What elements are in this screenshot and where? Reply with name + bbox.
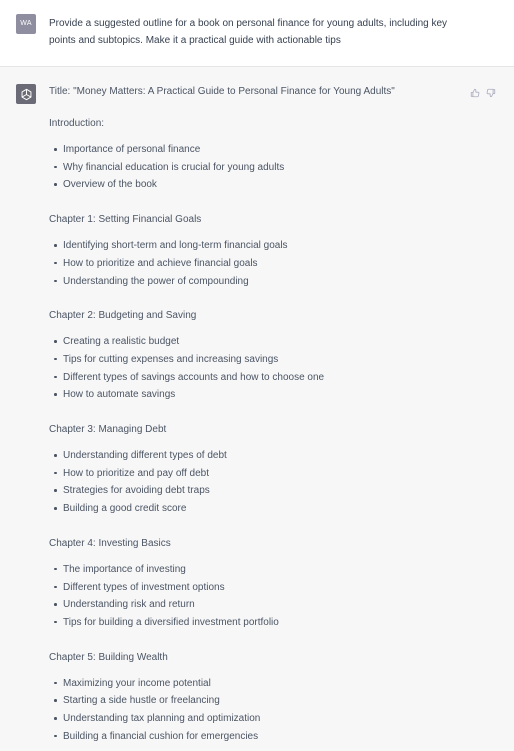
user-avatar: WA <box>16 14 36 34</box>
bullet-item: Strategies for avoiding debt traps <box>49 482 489 500</box>
bullet-item: Different types of investment options <box>49 579 489 597</box>
bullet-item: Tips for building a diversified investment portfolio <box>49 614 489 632</box>
bullet-item: Maximizing your income potential <box>49 675 489 693</box>
bullet-item: Building a financial cushion for emergencies <box>49 728 489 746</box>
bullet-item: Understanding tax planning and optimization <box>49 710 489 728</box>
bullet-item: Identifying short-term and long-term financial goals <box>49 237 489 255</box>
bullet-list <box>49 447 489 518</box>
outline-section <box>49 651 489 746</box>
bullet-item: Creating a realistic budget <box>49 333 489 351</box>
outline-section <box>49 213 489 290</box>
bullet-item: Tips for cutting expenses and increasing savings <box>49 351 489 369</box>
bullet-item: The importance of investing <box>49 561 489 579</box>
bullet-item: Why financial education is crucial for young adults <box>49 159 489 177</box>
bullet-list <box>49 141 489 194</box>
outline-sections <box>49 117 489 745</box>
bullet-item: Starting a side hustle or freelancing <box>49 692 489 710</box>
outline-section <box>49 309 489 404</box>
bullet-item: How to automate savings <box>49 386 489 404</box>
section-heading: Chapter 2: Budgeting and Saving <box>49 310 197 322</box>
outline-title: Title: "Money Matters: A Practical Guide to Personal Finance for Young Adults" <box>49 86 395 97</box>
bullet-item: Different types of savings accounts and how to choose one <box>49 369 489 387</box>
outline-section <box>49 117 489 194</box>
bullet-item: Understanding different types of debt <box>49 447 489 465</box>
section-heading: Chapter 3: Managing Debt <box>49 424 167 436</box>
bullet-item: Overview of the book <box>49 176 489 194</box>
assistant-message <box>0 67 514 751</box>
bullet-item: How to prioritize and pay off debt <box>49 465 489 483</box>
bullet-item: Building a good credit score <box>49 500 489 518</box>
bullet-item: How to prioritize and achieve financial goals <box>49 255 489 273</box>
bullet-item: Understanding the power of compounding <box>49 273 489 291</box>
bullet-list <box>49 333 489 404</box>
outline-section <box>49 423 489 518</box>
assistant-response <box>49 85 489 745</box>
bullet-item: Importance of personal finance <box>49 141 489 159</box>
user-message <box>0 0 514 67</box>
bullet-item: Understanding risk and return <box>49 596 489 614</box>
openai-logo-icon <box>16 84 36 104</box>
section-heading: Chapter 4: Investing Basics <box>49 537 171 549</box>
user-message-text: Provide a suggested outline for a book on personal finance for young adults, including key points and subtopics. Make it a practical guide with actionable tips <box>49 18 448 46</box>
section-heading: Chapter 1: Setting Financial Goals <box>49 214 202 226</box>
bullet-list <box>49 237 489 290</box>
section-heading: Chapter 5: Building Wealth <box>49 651 168 663</box>
bullet-list <box>49 675 489 746</box>
bullet-list <box>49 561 489 632</box>
section-heading: Introduction: <box>49 118 105 129</box>
outline-section <box>49 537 489 632</box>
